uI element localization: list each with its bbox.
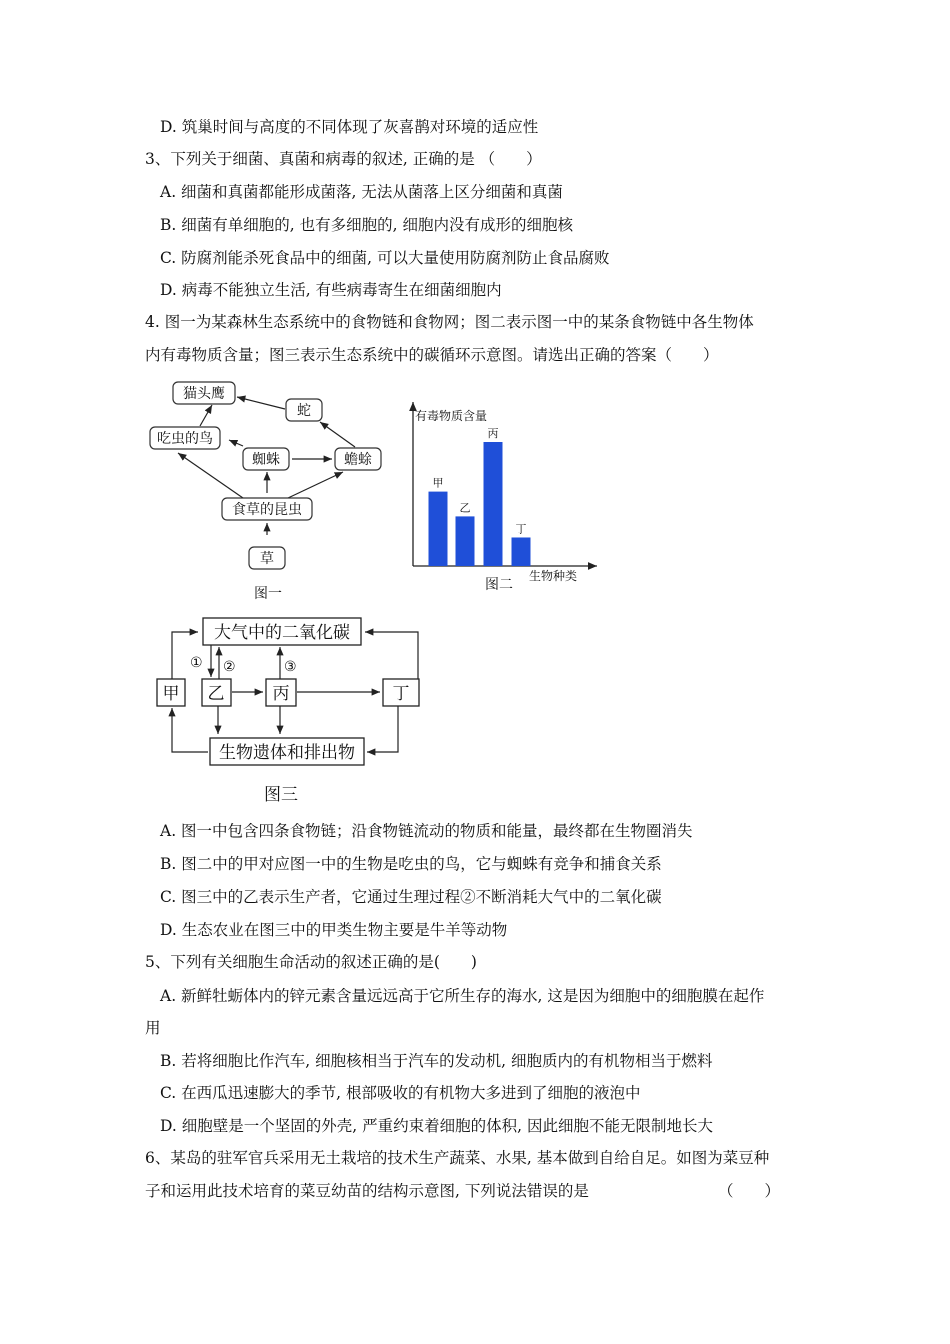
node-snake: 蛇 xyxy=(297,403,311,419)
q3-option-c: C. 防腐剂能杀死食品中的细菌, 可以大量使用防腐剂防止食品腐败 xyxy=(160,249,610,267)
q5-option-c: C. 在西瓜迅速膨大的季节, 根部吸收的有机物大多进到了细胞的液泡中 xyxy=(160,1084,641,1102)
node-bing: 丙 xyxy=(272,684,290,704)
q4-option-a: A. 图一中包含四条食物链；沿食物链流动的物质和能量，最终都在生物圈消失 xyxy=(160,822,693,840)
figure3-caption: 图三 xyxy=(264,785,298,805)
q4-option-d: D. 生态农业在图三中的甲类生物主要是牛羊等动物 xyxy=(160,921,508,939)
node-grass: 草 xyxy=(260,551,274,567)
node-spider: 蜘蛛 xyxy=(252,452,280,468)
figure1-caption: 图一 xyxy=(254,586,282,602)
figure3-carbon-cycle xyxy=(150,612,430,812)
bar-1 xyxy=(456,516,475,566)
q3-option-d: D. 病毒不能独立生活, 有些病毒寄生在细菌细胞内 xyxy=(160,281,502,299)
q3-stem: 3、下列关于细菌、真菌和病毒的叙述, 正确的是 （ ） xyxy=(145,150,542,168)
q3-option-a: A. 细菌和真菌都能形成菌落, 无法从菌落上区分细菌和真菌 xyxy=(160,183,563,201)
q5-option-d: D. 细胞壁是一个坚固的外壳, 严重约束着细胞的体积, 因此细胞不能无限制地长大 xyxy=(160,1117,713,1135)
q5-stem: 5、下列有关细胞生命活动的叙述正确的是( ) xyxy=(145,953,477,971)
q2-option-d: D. 筑巢时间与高度的不同体现了灰喜鹊对环境的适应性 xyxy=(160,118,539,136)
bar-0 xyxy=(429,492,448,566)
q4-stem-line2: 内有毒物质含量；图三表示生态系统中的碳循环示意图。请选出正确的答案（ ） xyxy=(145,346,719,364)
node-insect: 食草的昆虫 xyxy=(232,502,302,518)
y-axis-label: 有毒物质含量 xyxy=(415,409,488,423)
q3-option-b: B. 细菌有单细胞的, 也有多细胞的, 细胞内没有成形的细胞核 xyxy=(160,216,573,234)
node-ding: 丁 xyxy=(392,684,410,704)
q5-option-a-line2: 用 xyxy=(145,1019,161,1037)
figure2-bar-chart xyxy=(405,380,605,595)
node-toad: 蟾蜍 xyxy=(344,452,372,468)
q6-stem-line1: 6、某岛的驻军官兵采用无土栽培的技术生产蔬菜、水果, 基本做到自给自足。如图为菜豆种 xyxy=(145,1149,770,1167)
q4-option-b: B. 图二中的甲对应图一中的生物是吃虫的鸟，它与蜘蛛有竞争和捕食关系 xyxy=(160,855,662,873)
bar-label-0: 甲 xyxy=(432,476,444,490)
bar-2 xyxy=(484,442,503,566)
q4-stem-line1: 4. 图一为某森林生态系统中的食物链和食物网；图二表示图一中的某条食物链中各生物体 xyxy=(145,313,754,331)
process-3-label: ③ xyxy=(284,659,297,675)
node-yi: 乙 xyxy=(207,684,225,704)
figure1-food-web xyxy=(140,375,400,605)
node-remains: 生物遗体和排出物 xyxy=(219,743,355,763)
q6-stem-line2: 子和运用此技术培育的菜豆幼苗的结构示意图, 下列说法错误的是 xyxy=(145,1182,589,1200)
process-2-label: ② xyxy=(223,659,236,675)
q5-option-a-line1: A. 新鲜牡蛎体内的锌元素含量远远高于它所生存的海水, 这是因为细胞中的细胞膜在起作 xyxy=(160,987,765,1005)
bar-label-3: 丁 xyxy=(515,522,527,536)
figure2-caption: 图二 xyxy=(485,577,513,593)
process-1-label: ① xyxy=(190,655,203,671)
node-jia: 甲 xyxy=(162,684,180,704)
node-owl: 猫头鹰 xyxy=(183,386,225,402)
bar-label-2: 丙 xyxy=(487,427,499,440)
x-axis-label: 生物种类 xyxy=(529,569,578,583)
bar-label-1: 乙 xyxy=(459,501,471,515)
q6-answer-paren: （ ） xyxy=(718,1182,781,1200)
q4-option-c: C. 图三中的乙表示生产者，它通过生理过程②不断消耗大气中的二氧化碳 xyxy=(160,888,662,906)
node-bird: 吃虫的鸟 xyxy=(157,431,213,447)
bar-3 xyxy=(512,537,531,566)
q5-option-b: B. 若将细胞比作汽车, 细胞核相当于汽车的发动机, 细胞质内的有机物相当于燃料 xyxy=(160,1052,713,1070)
node-co2: 大气中的二氧化碳 xyxy=(214,623,350,643)
